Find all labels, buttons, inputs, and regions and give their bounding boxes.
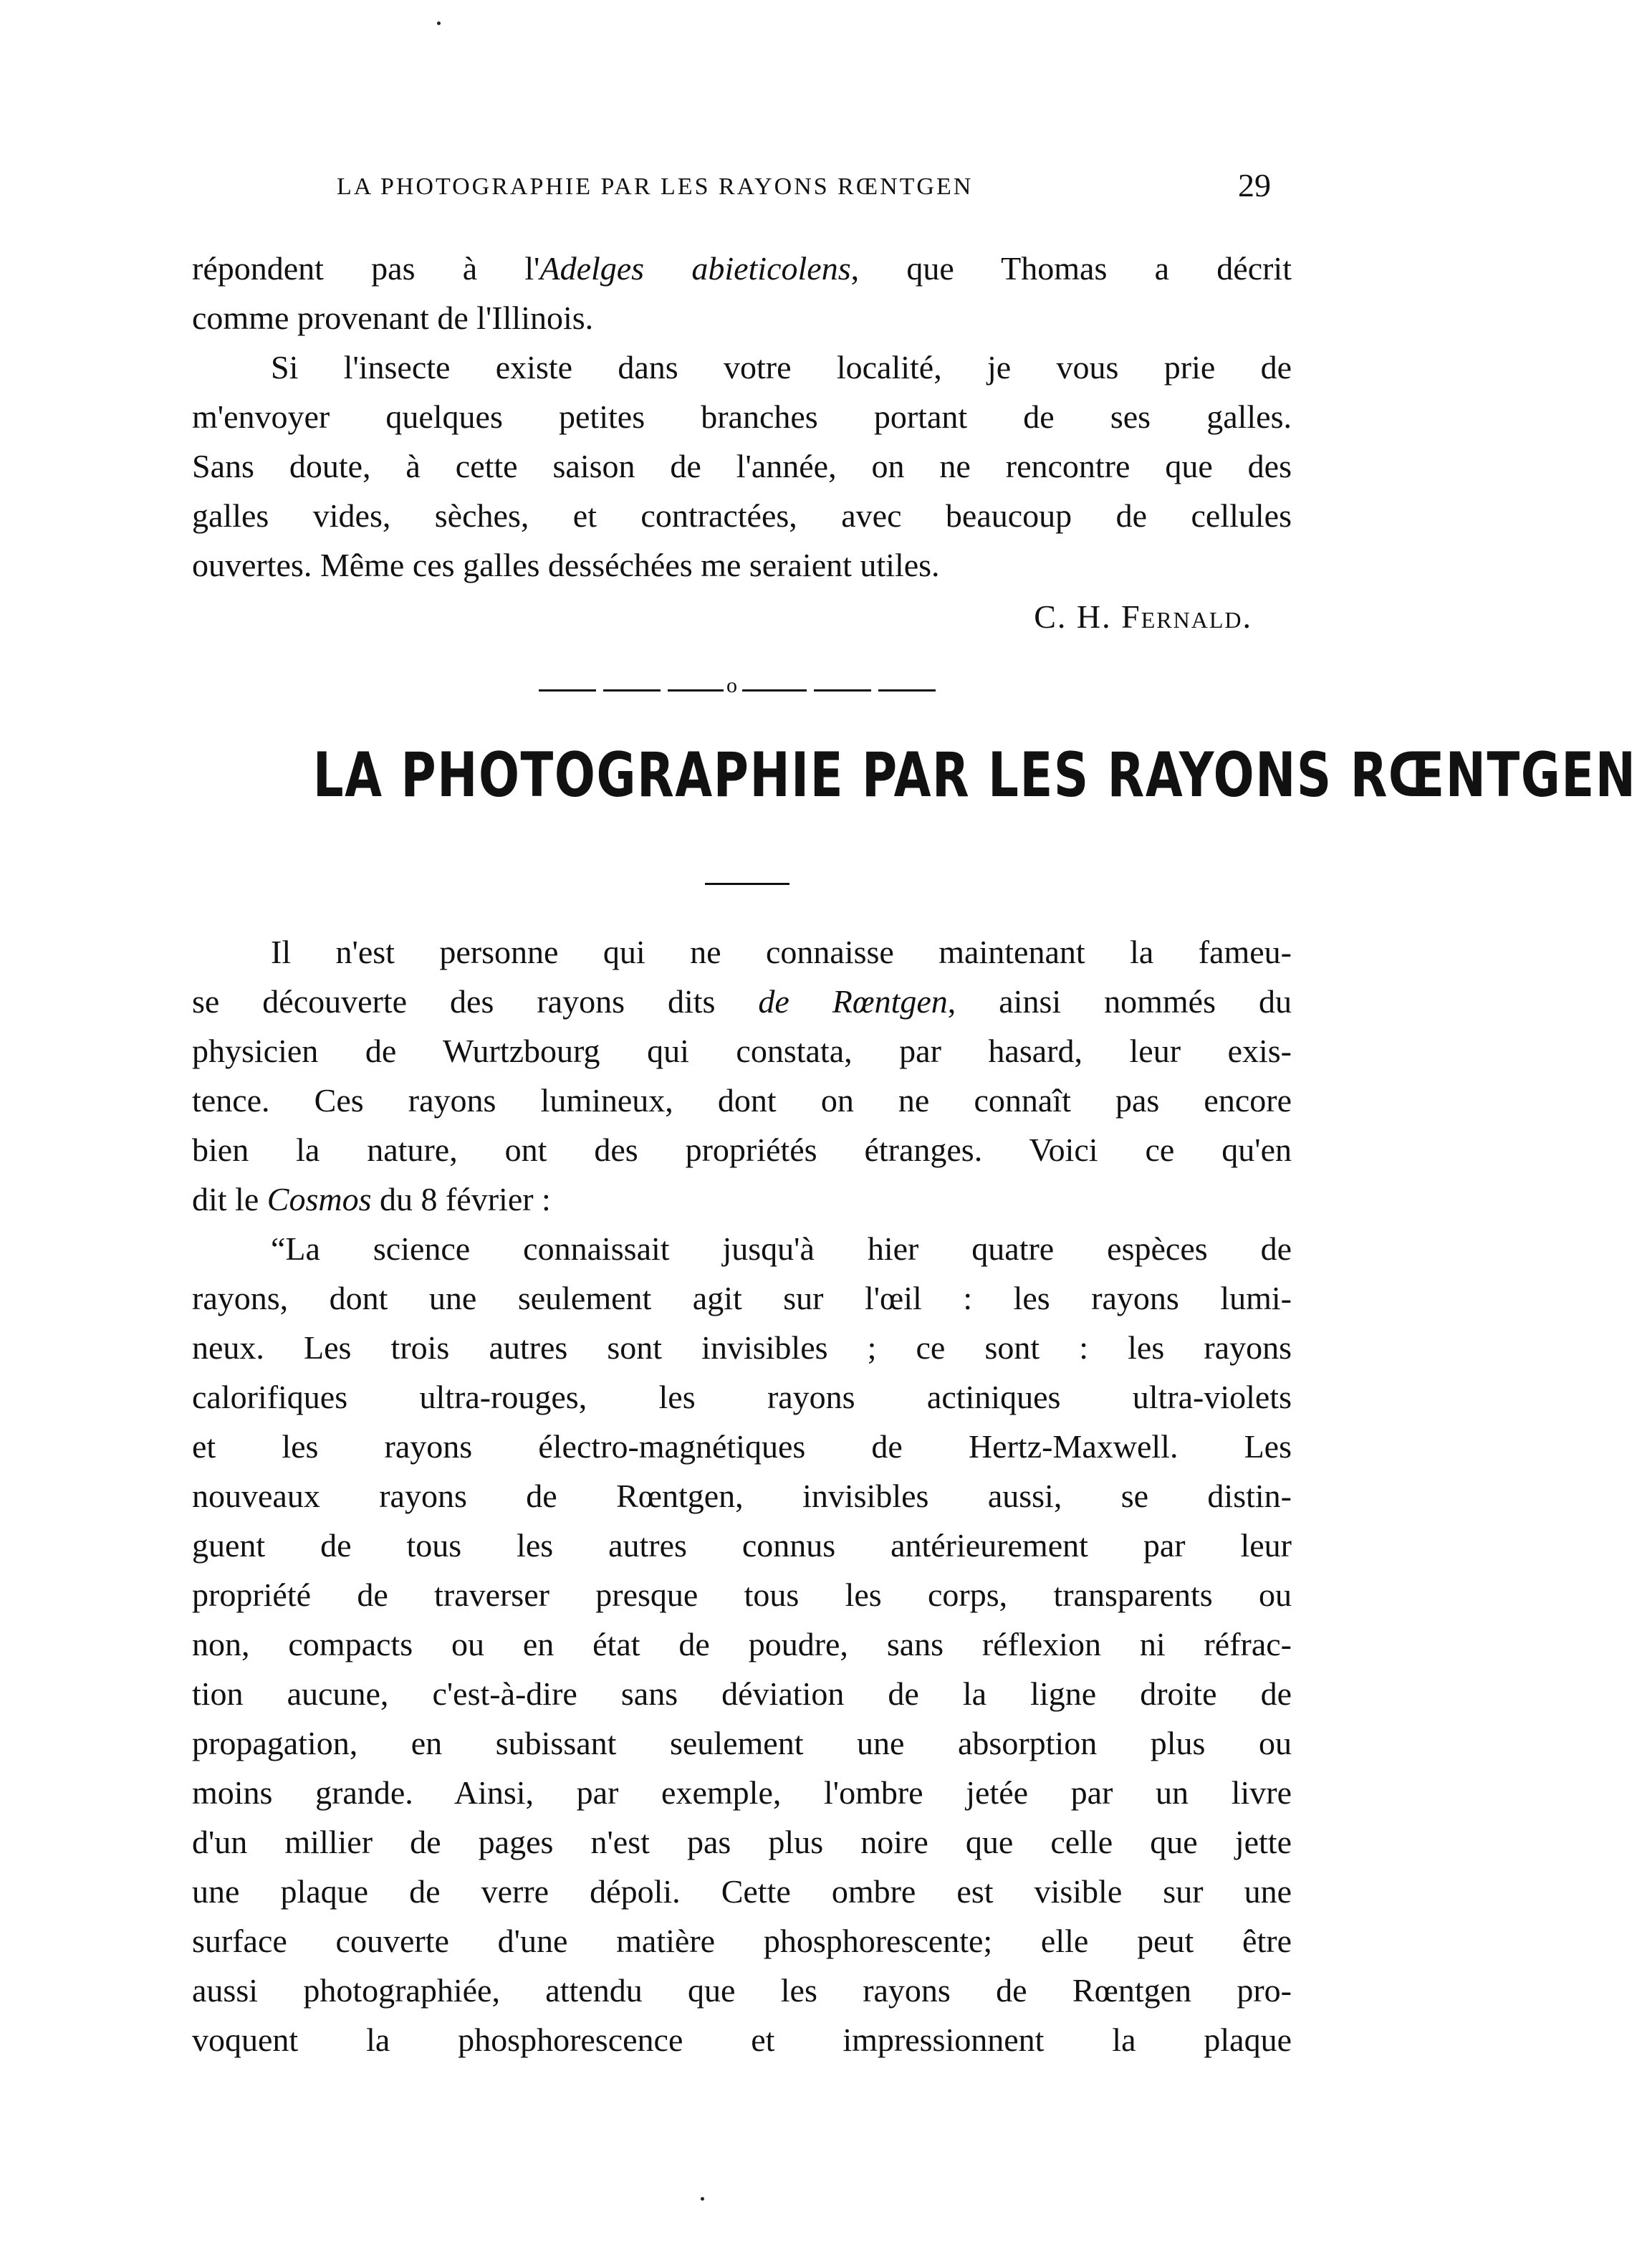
text-line — [192, 1867, 1292, 1916]
italic-run: de Rœntgen — [758, 983, 948, 1020]
title-rule — [705, 883, 789, 885]
text-line — [192, 441, 1292, 491]
text-line — [192, 1076, 1292, 1125]
text-run: répondent pas à l' — [192, 250, 540, 287]
text-run: galles vides, sèches, et contractées, avec beaucoup de cellules — [192, 497, 1292, 534]
text-run: aussi photographiée, attendu que les rayons de Rœntgen pro- — [192, 1972, 1292, 2009]
text-line — [192, 1273, 1292, 1323]
separator-mark: o — [726, 674, 737, 697]
text-run: tion aucune, c'est-à-dire sans déviation de la ligne droite de — [192, 1675, 1292, 1712]
text-line — [192, 977, 1292, 1026]
text-run: rayons, dont une seulement agit sur l'œil : les rayons lumi- — [192, 1280, 1292, 1316]
text-run: se découverte des rayons dits — [192, 983, 759, 1020]
text-run: propagation, en subissant seulement une absorption plus ou — [192, 1725, 1292, 1761]
text-run: bien la nature, ont des propriétés étranges. Voici ce qu'en — [192, 1131, 1292, 1168]
ink-speck-bottom — [701, 2197, 704, 2201]
italic-run: Cosmos — [267, 1181, 372, 1217]
text-line — [192, 1966, 1292, 2015]
text-line — [192, 244, 1292, 293]
ink-speck-top — [437, 21, 441, 25]
signature — [1034, 598, 1252, 636]
text-line — [192, 1669, 1292, 1718]
text-run: d'un millier de pages n'est pas plus noire que celle que jette — [192, 1824, 1292, 1860]
text-run: guent de tous les autres connus antérieurement par leur — [192, 1527, 1292, 1564]
text-run: comme provenant de l'Illinois. — [192, 300, 594, 336]
text-run: Sans doute, à cette saison de l'année, on ne rencontre que des — [192, 448, 1292, 484]
text-line — [192, 1174, 1292, 1224]
text-line — [192, 1817, 1292, 1867]
text-line — [192, 1521, 1292, 1570]
text-line — [192, 1323, 1292, 1372]
text-line — [192, 1718, 1292, 1768]
text-run: neux. Les trois autres sont invisibles ; ce sont : les rayons — [192, 1329, 1292, 1366]
signature-name: Fernald. — [1121, 598, 1252, 635]
text-run: , ainsi nommés du — [947, 983, 1292, 1020]
section-separator — [539, 674, 940, 701]
text-line — [192, 2015, 1292, 2064]
text-line — [192, 1570, 1292, 1619]
text-line — [192, 1768, 1292, 1817]
text-line — [192, 1471, 1292, 1521]
text-run: ouvertes. Même ces galles desséchées me seraient utiles. — [192, 547, 940, 583]
text-run: moins grande. Ainsi, par exemple, l'ombre jetée par un livre — [192, 1774, 1292, 1811]
text-run: une plaque de verre dépoli. Cette ombre est visible sur une — [192, 1873, 1292, 1910]
text-run: nouveaux rayons de Rœntgen, invisibles aussi, se distin- — [192, 1478, 1292, 1514]
text-run: propriété de traverser presque tous les corps, transparents ou — [192, 1576, 1292, 1613]
text-line — [192, 1125, 1292, 1174]
italic-run: Adelges abieticolens — [539, 250, 851, 287]
text-line — [192, 343, 1292, 392]
text-run: “La science connaissait jusqu'à hier quatre espèces de — [271, 1230, 1292, 1267]
text-run: Si l'insecte existe dans votre localité, je vous prie de — [271, 349, 1292, 386]
text-run: Il n'est personne qui ne connaisse maintenant la fameu- — [271, 934, 1292, 970]
text-line — [192, 1026, 1292, 1076]
text-run: du 8 février : — [371, 1181, 551, 1217]
text-run: calorifiques ultra-rouges, les rayons actiniques ultra-violets — [192, 1379, 1292, 1415]
text-run: m'envoyer quelques petites branches portant de ses galles. — [192, 398, 1292, 435]
running-head: LA PHOTOGRAPHIE PAR LES RAYONS RŒNTGEN — [337, 173, 974, 200]
text-line — [192, 1619, 1292, 1669]
text-run: et les rayons électro-magnétiques de Hertz-Maxwell. Les — [192, 1428, 1292, 1465]
text-line — [192, 540, 1292, 590]
article-title: LA PHOTOGRAPHIE PAR LES RAYONS RŒNTGEN — [312, 740, 1637, 811]
text-line — [192, 293, 1292, 343]
text-run: physicien de Wurtzbourg qui constata, par hasard, leur exis- — [192, 1033, 1292, 1069]
page-number: 29 — [1238, 167, 1271, 204]
letter-closing-paragraph — [192, 244, 1292, 590]
text-line — [192, 392, 1292, 441]
text-run: tence. Ces rayons lumineux, dont on ne connaît pas encore — [192, 1082, 1292, 1119]
text-line — [192, 1372, 1292, 1422]
signature-initials: C. H. — [1034, 598, 1122, 635]
text-line — [192, 1916, 1292, 1966]
text-line — [192, 1422, 1292, 1471]
text-run: surface couverte d'une matière phosphorescente; elle peut être — [192, 1923, 1292, 1959]
text-line — [192, 927, 1292, 977]
text-run: , que Thomas a décrit — [850, 250, 1292, 287]
text-line — [192, 491, 1292, 540]
text-line — [192, 1224, 1292, 1273]
text-run: non, compacts ou en état de poudre, sans réflexion ni réfrac- — [192, 1626, 1292, 1662]
text-run: dit le — [192, 1181, 267, 1217]
article-body — [192, 927, 1292, 2064]
text-run: voquent la phosphorescence et impressionnent la plaque — [192, 2021, 1292, 2058]
